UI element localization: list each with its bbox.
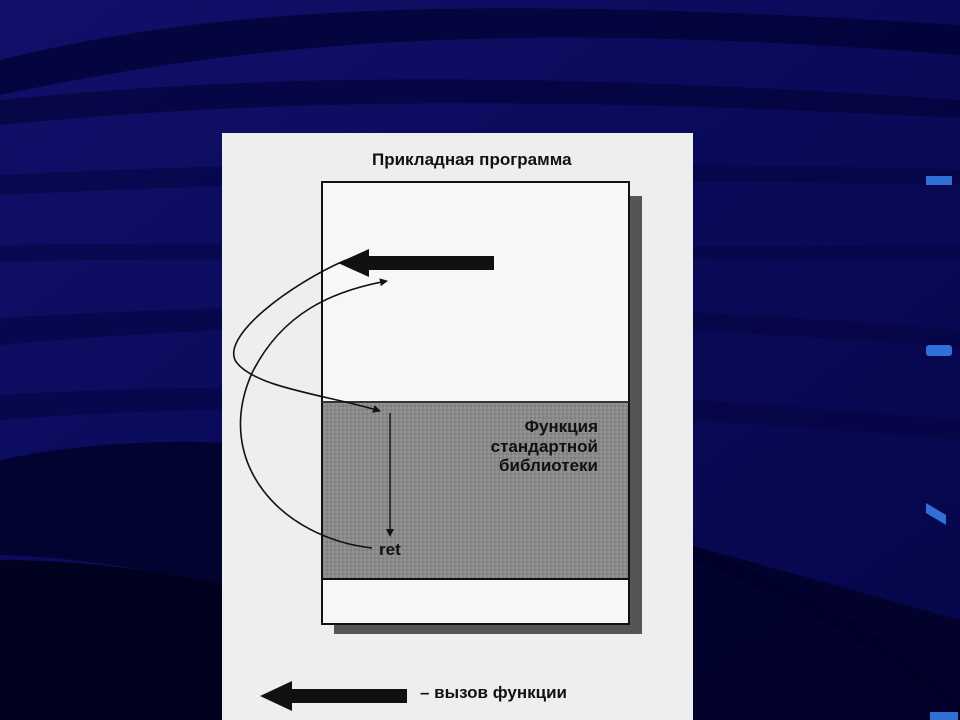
- application-program-label: Прикладная программа: [372, 150, 572, 169]
- library-function-label: [438, 417, 598, 476]
- thick-left-arrow-icon: [260, 681, 407, 711]
- accent-mark-2: [926, 345, 952, 356]
- accent-mark-4: [930, 712, 958, 720]
- library-function-label-line-1: Функция: [524, 417, 598, 436]
- accent-mark-1: [926, 176, 952, 185]
- library-function-label-line-2: стандартной: [490, 436, 598, 456]
- legend-text: – вызов функции: [420, 683, 567, 702]
- return-label: ret: [379, 540, 401, 559]
- library-function-label-line-3: библиотеки: [499, 456, 598, 476]
- diagram-figure: [222, 133, 693, 720]
